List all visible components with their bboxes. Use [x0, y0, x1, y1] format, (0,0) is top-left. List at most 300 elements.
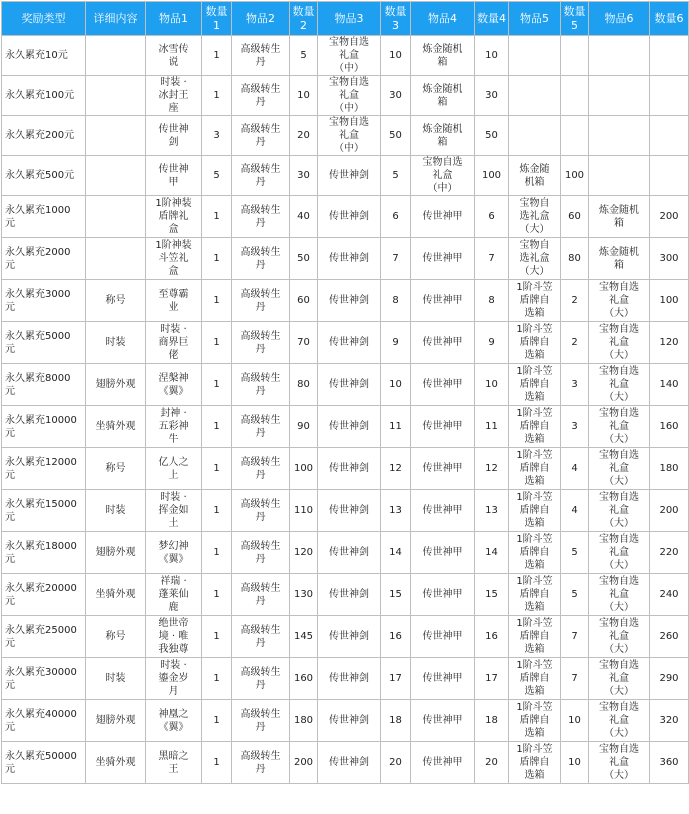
- col-item-1-cell: [146, 280, 202, 322]
- table-row: [2, 280, 689, 322]
- cell-text: 2: [571, 337, 578, 348]
- cell-text: 永久累充10000 元: [5, 414, 77, 439]
- col-qty-4-cell: [475, 116, 509, 156]
- cell-text: 永久累充2000 元: [5, 246, 71, 271]
- col-qty-6-cell: [650, 616, 689, 658]
- col-item-1-cell: [146, 448, 202, 490]
- cell-text: 290: [659, 673, 679, 684]
- cell-text: 100: [659, 295, 679, 306]
- header-label: 数量 2: [292, 4, 315, 32]
- col-item-6-cell: [589, 364, 650, 406]
- cell-text: 1: [213, 211, 220, 222]
- col-item-1-cell: [146, 574, 202, 616]
- cell-text: 传世神甲: [422, 589, 463, 600]
- col-item-3-cell: [318, 116, 381, 156]
- cell-text: 时装 · 鎏金岁 月: [158, 660, 189, 697]
- col-qty-4-cell: [475, 658, 509, 700]
- col-item-1-cell: [146, 616, 202, 658]
- col-detail-cell: [86, 280, 146, 322]
- col-qty-4-cell: [475, 490, 509, 532]
- cell-text: 300: [659, 253, 679, 264]
- col-qty-2-header: [290, 2, 318, 36]
- col-reward-type-cell: [2, 322, 86, 364]
- col-reward-type-cell: [2, 156, 86, 196]
- table-row: [2, 406, 689, 448]
- header-label: 数量1: [205, 4, 228, 32]
- col-qty-4-cell: [475, 196, 509, 238]
- cell-text: 3: [571, 421, 578, 432]
- col-item-5-cell: [509, 742, 561, 784]
- col-qty-3-cell: [381, 322, 411, 364]
- cell-text: 宝物自选 礼盒 （大）: [599, 744, 639, 781]
- table-row: [2, 322, 689, 364]
- col-item-5-cell: [509, 700, 561, 742]
- cell-text: 40: [297, 211, 310, 222]
- col-item-3-cell: [318, 490, 381, 532]
- cell-text: 1: [213, 463, 220, 474]
- cell-text: 20: [389, 757, 402, 768]
- cell-text: 高级转生 丹: [240, 372, 281, 397]
- cell-text: 11: [389, 421, 402, 432]
- col-item-6-cell: [589, 36, 650, 76]
- table-row: [2, 490, 689, 532]
- col-qty-6-cell: [650, 196, 689, 238]
- col-item-1-cell: [146, 742, 202, 784]
- cell-text: 宝物自选 礼盒 （大）: [599, 702, 639, 739]
- col-qty-4-cell: [475, 76, 509, 116]
- col-qty-6-cell: [650, 532, 689, 574]
- cell-text: 高级转生 丹: [240, 204, 281, 229]
- cell-text: 60: [297, 295, 310, 306]
- col-qty-2-cell: [290, 448, 318, 490]
- col-reward-type-cell: [2, 574, 86, 616]
- cell-text: 50: [389, 130, 402, 141]
- cell-text: 宝物自 选礼盒 （大）: [519, 240, 550, 277]
- col-reward-type-cell: [2, 406, 86, 448]
- col-item-1-cell: [146, 76, 202, 116]
- cell-text: 称号: [105, 295, 126, 306]
- col-detail-cell: [86, 196, 146, 238]
- cell-text: 传世神剑: [329, 337, 369, 348]
- col-item-4-cell: [411, 280, 475, 322]
- cell-text: 1阶斗笠 盾牌自 选箱: [516, 576, 553, 613]
- col-detail-cell: [86, 406, 146, 448]
- cell-text: 160: [293, 673, 314, 684]
- col-qty-6-cell: [650, 700, 689, 742]
- col-item-6-cell: [589, 532, 650, 574]
- cell-text: 宝物自选 礼盒 （大）: [599, 408, 639, 445]
- cell-text: 翅膀外观: [95, 379, 136, 390]
- col-qty-4-cell: [475, 36, 509, 76]
- table-row: [2, 532, 689, 574]
- col-item-4-cell: [411, 658, 475, 700]
- cell-text: 宝物自选 礼盒 （大）: [599, 618, 639, 655]
- cell-text: 100: [293, 463, 314, 474]
- col-item-1-cell: [146, 364, 202, 406]
- col-qty-3-cell: [381, 36, 411, 76]
- col-item-3-cell: [318, 156, 381, 196]
- col-qty-4-cell: [475, 280, 509, 322]
- col-qty-3-cell: [381, 616, 411, 658]
- cell-text: 120: [293, 547, 314, 558]
- cell-text: 1阶斗笠 盾牌自 选箱: [516, 282, 553, 319]
- col-detail-cell: [86, 322, 146, 364]
- col-detail-cell: [86, 490, 146, 532]
- col-qty-5-cell: [561, 658, 589, 700]
- cell-text: 260: [659, 631, 679, 642]
- col-detail-cell: [86, 700, 146, 742]
- cell-text: 传世神剑: [329, 589, 369, 600]
- col-item-5-cell: [509, 406, 561, 448]
- cell-text: 2: [571, 295, 578, 306]
- col-item-5-cell: [509, 156, 561, 196]
- header-label: 数量3: [384, 4, 407, 32]
- col-reward-type-header: [2, 2, 86, 36]
- col-item-6-cell: [589, 238, 650, 280]
- cell-text: 1阶斗笠 盾牌自 选箱: [516, 744, 553, 781]
- cell-text: 5: [300, 50, 307, 61]
- cell-text: 传世神剑: [329, 379, 369, 390]
- col-qty-4-cell: [475, 742, 509, 784]
- col-item-1-cell: [146, 116, 202, 156]
- col-qty-6-header: [650, 2, 689, 36]
- cell-text: 高级转生 丹: [240, 330, 281, 355]
- cell-text: 坐骑外观: [95, 589, 136, 600]
- cell-text: 1阶神装 盾牌礼 盒: [155, 198, 192, 235]
- table-row: [2, 616, 689, 658]
- col-item-2-cell: [232, 448, 290, 490]
- col-qty-4-header: [475, 2, 509, 36]
- col-qty-1-cell: [202, 36, 232, 76]
- col-qty-6-cell: [650, 36, 689, 76]
- cell-text: 50: [485, 130, 498, 141]
- col-qty-5-cell: [561, 196, 589, 238]
- cell-text: 10: [485, 379, 498, 390]
- cell-text: 80: [297, 379, 310, 390]
- col-reward-type-cell: [2, 700, 86, 742]
- col-item-5-cell: [509, 238, 561, 280]
- col-item-5-cell: [509, 116, 561, 156]
- cell-text: 1: [213, 253, 220, 264]
- cell-text: 永久累充5000 元: [5, 330, 71, 355]
- cell-text: 传世神剑: [329, 463, 369, 474]
- cell-text: 宝物自选 礼盒 （大）: [599, 366, 639, 403]
- cell-text: 炼金随机 箱: [422, 83, 463, 108]
- cell-text: 宝物自选 礼盒 （大）: [599, 282, 639, 319]
- col-item-2-cell: [232, 116, 290, 156]
- col-item-4-cell: [411, 490, 475, 532]
- col-qty-6-cell: [650, 406, 689, 448]
- col-qty-1-cell: [202, 76, 232, 116]
- col-item-5-cell: [509, 448, 561, 490]
- col-reward-type-cell: [2, 238, 86, 280]
- cell-text: 180: [293, 715, 314, 726]
- cell-text: 5: [571, 589, 578, 600]
- col-item-2-cell: [232, 364, 290, 406]
- col-qty-2-cell: [290, 280, 318, 322]
- cell-text: 传世神剑: [329, 715, 369, 726]
- cell-text: 宝物自选 礼盒 （大）: [599, 576, 639, 613]
- cell-text: 称号: [105, 631, 126, 642]
- cell-text: 宝物自选 礼盒 （中）: [329, 77, 369, 114]
- col-item-5-cell: [509, 322, 561, 364]
- cell-text: 传世神甲: [422, 715, 463, 726]
- cell-text: 17: [485, 673, 498, 684]
- cell-text: 高级转生 丹: [240, 624, 281, 649]
- col-qty-1-cell: [202, 658, 232, 700]
- cell-text: 高级转生 丹: [240, 288, 281, 313]
- table-row: [2, 76, 689, 116]
- col-item-1-cell: [146, 156, 202, 196]
- col-detail-cell: [86, 156, 146, 196]
- cell-text: 1阶斗笠 盾牌自 选箱: [516, 492, 553, 529]
- table-row: [2, 742, 689, 784]
- cell-text: 亿人之 上: [158, 456, 189, 481]
- cell-text: 1阶斗笠 盾牌自 选箱: [516, 534, 553, 571]
- col-item-6-cell: [589, 156, 650, 196]
- col-item-1-header: [146, 2, 202, 36]
- col-item-3-header: [318, 2, 381, 36]
- cell-text: 传世神甲: [422, 211, 463, 222]
- cell-text: 传世神剑: [329, 673, 369, 684]
- col-qty-1-cell: [202, 238, 232, 280]
- header-label: 物品2: [246, 11, 275, 25]
- col-item-6-cell: [589, 616, 650, 658]
- col-item-2-cell: [232, 574, 290, 616]
- col-qty-1-cell: [202, 116, 232, 156]
- cell-text: 1: [213, 547, 220, 558]
- cell-text: 高级转生 丹: [240, 456, 281, 481]
- cell-text: 高级转生 丹: [240, 750, 281, 775]
- col-qty-1-cell: [202, 196, 232, 238]
- cell-text: 宝物自选 礼盒 （大）: [599, 660, 639, 697]
- cell-text: 传世神剑: [329, 547, 369, 558]
- cell-text: 100: [564, 170, 585, 181]
- col-item-6-cell: [589, 116, 650, 156]
- cell-text: 10: [389, 379, 402, 390]
- col-item-6-cell: [589, 574, 650, 616]
- col-qty-5-cell: [561, 406, 589, 448]
- col-item-2-header: [232, 2, 290, 36]
- table-row: [2, 574, 689, 616]
- table-row: [2, 448, 689, 490]
- col-qty-1-cell: [202, 574, 232, 616]
- cell-text: 时装 · 冰封王 座: [158, 77, 189, 114]
- col-reward-type-cell: [2, 448, 86, 490]
- col-qty-1-cell: [202, 490, 232, 532]
- header-label: 物品4: [428, 11, 457, 25]
- col-item-3-cell: [318, 700, 381, 742]
- cell-text: 50: [297, 253, 310, 264]
- col-qty-3-cell: [381, 742, 411, 784]
- col-item-4-cell: [411, 406, 475, 448]
- cell-text: 永久累充30000 元: [5, 666, 77, 691]
- cell-text: 时装: [105, 505, 126, 516]
- col-reward-type-cell: [2, 76, 86, 116]
- col-qty-3-cell: [381, 116, 411, 156]
- col-item-3-cell: [318, 742, 381, 784]
- col-reward-type-cell: [2, 196, 86, 238]
- cell-text: 高级转生 丹: [240, 540, 281, 565]
- col-qty-6-cell: [650, 448, 689, 490]
- cell-text: 6: [392, 211, 399, 222]
- cell-text: 1阶斗笠 盾牌自 选箱: [516, 618, 553, 655]
- col-item-1-cell: [146, 36, 202, 76]
- cell-text: 传世神甲: [422, 631, 463, 642]
- col-qty-6-cell: [650, 658, 689, 700]
- cell-text: 永久累充50000 元: [5, 750, 77, 775]
- col-item-5-cell: [509, 490, 561, 532]
- cell-text: 1阶斗笠 盾牌自 选箱: [516, 702, 553, 739]
- header-label: 物品5: [520, 11, 549, 25]
- cell-text: 传世神甲: [422, 421, 463, 432]
- cell-text: 宝物自选 礼盒 （中）: [422, 157, 463, 194]
- cell-text: 宝物自选 礼盒 （大）: [599, 324, 639, 361]
- col-qty-3-cell: [381, 574, 411, 616]
- cell-text: 5: [392, 170, 399, 181]
- reward-table: [1, 1, 689, 784]
- col-qty-1-cell: [202, 322, 232, 364]
- col-qty-5-cell: [561, 280, 589, 322]
- col-item-2-cell: [232, 238, 290, 280]
- col-item-6-cell: [589, 322, 650, 364]
- cell-text: 30: [297, 170, 310, 181]
- header-label: 数量4: [477, 11, 506, 25]
- table-row: [2, 658, 689, 700]
- cell-text: 13: [389, 505, 402, 516]
- col-item-1-cell: [146, 532, 202, 574]
- cell-text: 传世神甲: [422, 379, 463, 390]
- cell-text: 16: [485, 631, 498, 642]
- col-item-4-cell: [411, 36, 475, 76]
- cell-text: 宝物自选 礼盒 （大）: [599, 534, 639, 571]
- col-item-2-cell: [232, 196, 290, 238]
- col-item-6-cell: [589, 490, 650, 532]
- cell-text: 5: [571, 547, 578, 558]
- cell-text: 200: [659, 505, 679, 516]
- cell-text: 20: [297, 130, 310, 141]
- col-item-3-cell: [318, 658, 381, 700]
- cell-text: 至尊霸 业: [158, 288, 189, 313]
- col-qty-1-cell: [202, 280, 232, 322]
- col-qty-4-cell: [475, 616, 509, 658]
- cell-text: 高级转生 丹: [240, 83, 281, 108]
- cell-text: 5: [213, 170, 220, 181]
- col-qty-3-cell: [381, 700, 411, 742]
- col-item-5-cell: [509, 280, 561, 322]
- cell-text: 坐骑外观: [95, 757, 136, 768]
- col-qty-2-cell: [290, 742, 318, 784]
- header-row: [2, 2, 689, 36]
- cell-text: 传世神剑: [329, 631, 369, 642]
- cell-text: 高级转生 丹: [240, 498, 281, 523]
- col-detail-cell: [86, 616, 146, 658]
- col-item-4-cell: [411, 532, 475, 574]
- cell-text: 涅槃神 《翼》: [158, 372, 189, 397]
- col-item-6-cell: [589, 406, 650, 448]
- cell-text: 11: [485, 421, 498, 432]
- col-item-6-cell: [589, 658, 650, 700]
- cell-text: 10: [389, 50, 402, 61]
- cell-text: 7: [392, 253, 399, 264]
- cell-text: 永久累充18000 元: [5, 540, 77, 565]
- cell-text: 冰雪传 说: [158, 43, 189, 68]
- col-item-4-header: [411, 2, 475, 36]
- cell-text: 140: [659, 379, 679, 390]
- col-item-2-cell: [232, 280, 290, 322]
- col-detail-cell: [86, 36, 146, 76]
- col-item-5-cell: [509, 574, 561, 616]
- col-qty-3-header: [381, 2, 411, 36]
- cell-text: 7: [488, 253, 495, 264]
- col-item-3-cell: [318, 616, 381, 658]
- header-label: 物品3: [334, 11, 364, 25]
- col-item-5-cell: [509, 616, 561, 658]
- cell-text: 传世神甲: [422, 337, 463, 348]
- cell-text: 称号: [105, 463, 126, 474]
- col-qty-2-cell: [290, 238, 318, 280]
- col-item-4-cell: [411, 238, 475, 280]
- col-qty-5-cell: [561, 36, 589, 76]
- cell-text: 坐骑外观: [95, 421, 136, 432]
- cell-text: 12: [485, 463, 498, 474]
- col-qty-2-cell: [290, 490, 318, 532]
- cell-text: 时装 · 挥金如 土: [158, 492, 189, 529]
- col-item-3-cell: [318, 574, 381, 616]
- col-qty-2-cell: [290, 36, 318, 76]
- cell-text: 永久累充1000 元: [5, 204, 71, 229]
- col-detail-cell: [86, 238, 146, 280]
- col-qty-5-cell: [561, 448, 589, 490]
- col-qty-4-cell: [475, 532, 509, 574]
- cell-text: 10: [297, 90, 310, 101]
- cell-text: 360: [659, 757, 679, 768]
- cell-text: 9: [392, 337, 399, 348]
- col-qty-2-cell: [290, 616, 318, 658]
- table-row: [2, 156, 689, 196]
- table-row: [2, 700, 689, 742]
- col-item-2-cell: [232, 658, 290, 700]
- col-qty-5-cell: [561, 156, 589, 196]
- table-row: [2, 364, 689, 406]
- col-qty-4-cell: [475, 364, 509, 406]
- col-qty-6-cell: [650, 238, 689, 280]
- col-qty-5-cell: [561, 616, 589, 658]
- cell-text: 1: [213, 337, 220, 348]
- cell-text: 200: [293, 757, 314, 768]
- cell-text: 黑暗之 王: [158, 750, 189, 775]
- col-item-1-cell: [146, 238, 202, 280]
- cell-text: 祥瑞 · 蓬莱仙 鹿: [158, 576, 189, 613]
- col-qty-5-cell: [561, 742, 589, 784]
- col-qty-1-cell: [202, 532, 232, 574]
- cell-text: 15: [389, 589, 402, 600]
- col-item-4-cell: [411, 322, 475, 364]
- cell-text: 传世神 剑: [158, 123, 189, 148]
- cell-text: 高级转生 丹: [240, 246, 281, 271]
- col-qty-3-cell: [381, 658, 411, 700]
- cell-text: 30: [485, 90, 498, 101]
- col-qty-3-cell: [381, 76, 411, 116]
- col-qty-2-cell: [290, 406, 318, 448]
- col-qty-5-cell: [561, 700, 589, 742]
- col-item-6-header: [589, 2, 650, 36]
- col-qty-6-cell: [650, 490, 689, 532]
- col-item-3-cell: [318, 238, 381, 280]
- col-item-2-cell: [232, 406, 290, 448]
- cell-text: 1: [213, 757, 220, 768]
- cell-text: 永久累充20000 元: [5, 582, 77, 607]
